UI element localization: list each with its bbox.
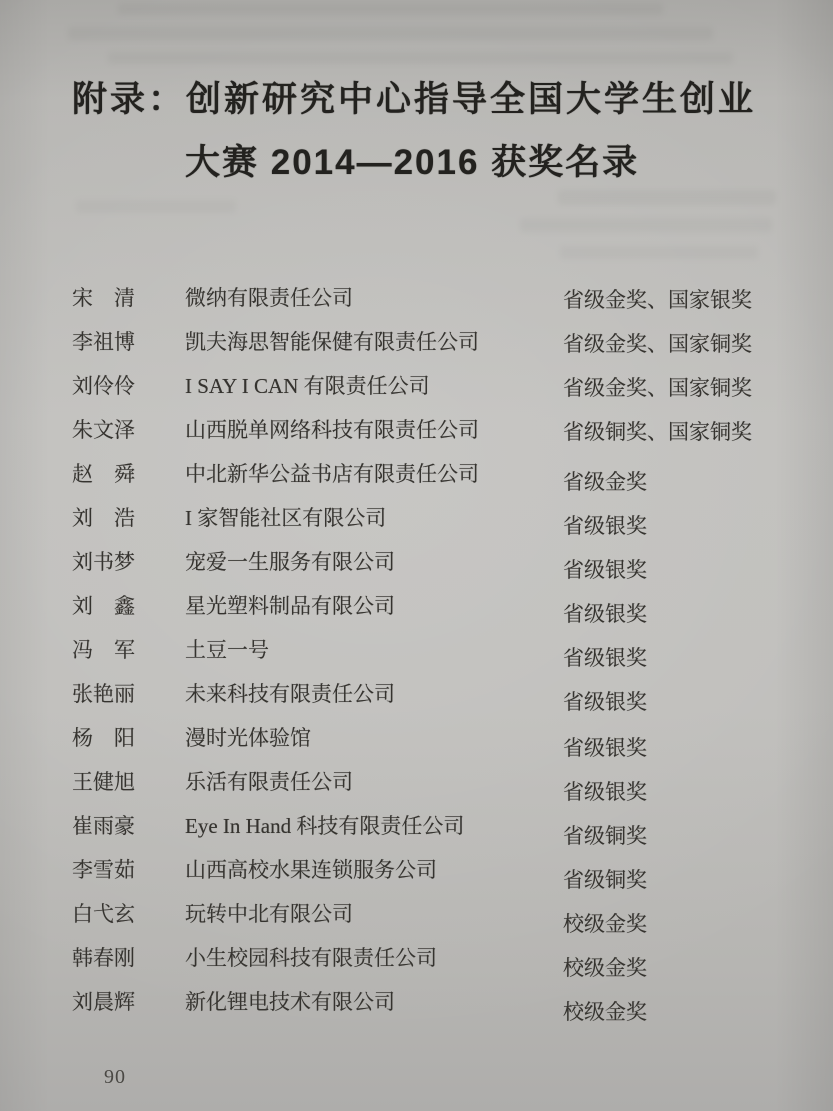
- recipient-name: 宋 清: [72, 286, 135, 310]
- company-name: I 家智能社区有限公司: [185, 506, 387, 530]
- recipient-name: 王健旭: [72, 770, 135, 794]
- award-level: 省级铜奖: [563, 868, 647, 892]
- table-row: [72, 979, 800, 1023]
- bleedthrough-artifact: [108, 52, 733, 64]
- table-row: [72, 671, 800, 715]
- award-level: 省级银奖: [563, 780, 647, 804]
- company-name: 微纳有限责任公司: [185, 286, 353, 310]
- bleedthrough-artifact: [560, 246, 758, 259]
- award-level: 省级金奖: [563, 470, 647, 494]
- company-name: 乐活有限责任公司: [185, 770, 353, 794]
- bleedthrough-artifact: [76, 200, 236, 213]
- table-row: [72, 759, 800, 803]
- page-title: [72, 80, 793, 185]
- company-name: 小生校园科技有限责任公司: [185, 946, 437, 970]
- award-level: 校级金奖: [563, 956, 647, 980]
- recipient-name: 张艳丽: [72, 682, 135, 706]
- page-title-line2: 大赛 2014—2016 获奖名录: [185, 143, 640, 183]
- page-number: 90: [104, 1066, 126, 1088]
- recipient-name: 李雪茹: [72, 858, 135, 882]
- company-name: 凯夫海思智能保健有限责任公司: [185, 330, 479, 354]
- recipient-name: 白弋玄: [72, 902, 135, 926]
- recipient-name: 杨 阳: [72, 726, 135, 750]
- table-row: [72, 627, 800, 671]
- award-level: 省级银奖: [563, 646, 647, 670]
- table-row: [72, 583, 800, 627]
- table-row: [72, 847, 800, 891]
- recipient-name: 刘 浩: [72, 506, 135, 530]
- award-level: 省级银奖: [563, 514, 647, 538]
- company-name: 山西高校水果连锁服务公司: [185, 858, 437, 882]
- company-name: 未来科技有限责任公司: [185, 682, 395, 706]
- recipient-name: 朱文泽: [72, 418, 135, 442]
- recipient-name: 冯 军: [72, 638, 135, 662]
- recipient-name: 刘书梦: [72, 550, 135, 574]
- company-name: 土豆一号: [185, 638, 269, 662]
- award-level: 省级银奖: [563, 736, 647, 760]
- table-row: [72, 935, 800, 979]
- award-level: 省级铜奖、国家铜奖: [563, 420, 752, 444]
- company-name: 中北新华公益书店有限责任公司: [185, 462, 479, 486]
- table-row: [72, 451, 800, 495]
- award-level: 省级银奖: [563, 602, 647, 626]
- company-name: 玩转中北有限公司: [185, 902, 353, 926]
- bleedthrough-artifact: [520, 218, 772, 232]
- recipient-name: 刘 鑫: [72, 594, 135, 618]
- table-row: [72, 803, 800, 847]
- awards-table: [72, 275, 800, 1023]
- company-name: 山西脱单网络科技有限责任公司: [185, 418, 479, 442]
- company-name: 宠爱一生服务有限公司: [185, 550, 395, 574]
- table-row: [72, 363, 800, 407]
- table-row: [72, 275, 800, 319]
- company-name: Eye In Hand 科技有限责任公司: [185, 814, 465, 838]
- award-level: 省级银奖: [563, 690, 647, 714]
- recipient-name: 刘伶伶: [72, 374, 135, 398]
- table-row: [72, 407, 800, 451]
- company-name: 新化锂电技术有限公司: [185, 990, 395, 1014]
- award-level: 省级金奖、国家铜奖: [563, 376, 752, 400]
- award-level: 省级铜奖: [563, 824, 647, 848]
- bleedthrough-artifact: [68, 27, 713, 40]
- recipient-name: 崔雨豪: [72, 814, 135, 838]
- table-row: [72, 539, 800, 583]
- bleedthrough-artifact: [118, 3, 663, 15]
- table-row: [72, 319, 800, 363]
- company-name: 漫时光体验馆: [185, 726, 311, 750]
- award-level: 校级金奖: [563, 1000, 647, 1024]
- recipient-name: 刘晨辉: [72, 990, 135, 1014]
- award-level: 省级金奖、国家铜奖: [563, 332, 752, 356]
- recipient-name: 韩春刚: [72, 946, 135, 970]
- table-row: [72, 891, 800, 935]
- recipient-name: 李祖博: [72, 330, 135, 354]
- award-level: 校级金奖: [563, 912, 647, 936]
- award-level: 省级银奖: [563, 558, 647, 582]
- company-name: 星光塑料制品有限公司: [185, 594, 395, 618]
- recipient-name: 赵 舜: [72, 462, 135, 486]
- company-name: I SAY I CAN 有限责任公司: [185, 374, 430, 398]
- page-title-line1: 附录：创新研究中心指导全国大学生创业: [72, 80, 757, 119]
- award-level: 省级金奖、国家银奖: [563, 288, 752, 312]
- table-row: [72, 715, 800, 759]
- bleedthrough-artifact: [558, 190, 776, 205]
- table-row: [72, 495, 800, 539]
